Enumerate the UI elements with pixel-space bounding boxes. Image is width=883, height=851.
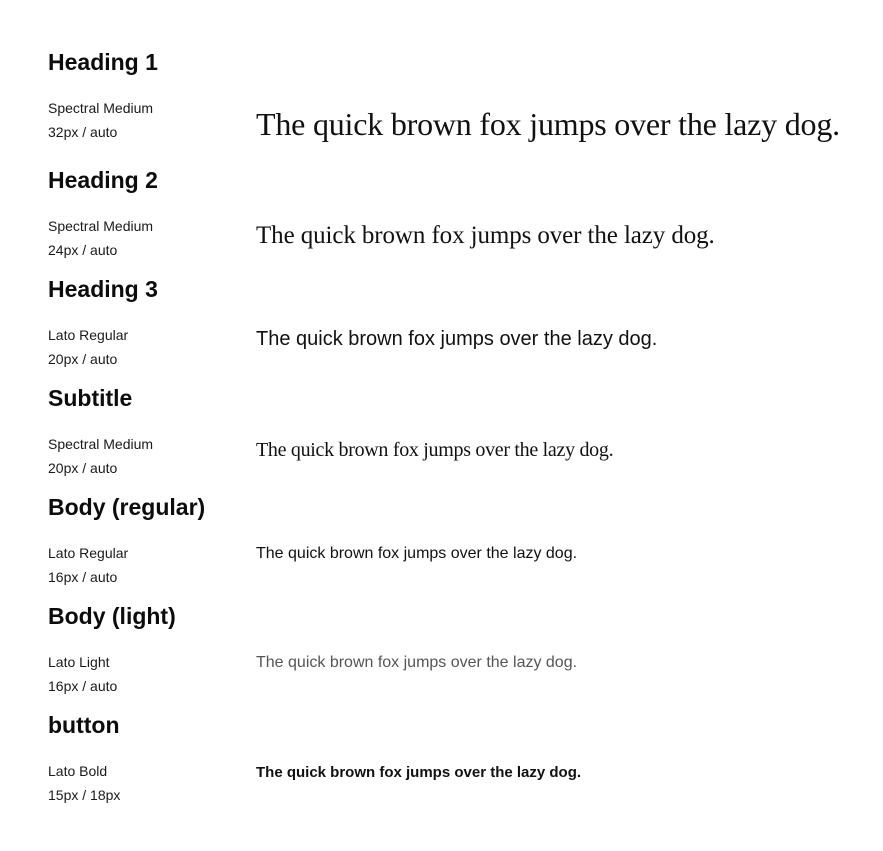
style-spec bbox=[48, 650, 117, 698]
type-style-subtitle bbox=[48, 383, 868, 483]
style-name: Heading 1 bbox=[48, 49, 158, 75]
style-spec bbox=[48, 759, 120, 807]
style-spec bbox=[48, 432, 153, 480]
type-style-body-regular bbox=[48, 492, 868, 592]
sample-text: The quick brown fox jumps over the lazy dog. bbox=[256, 764, 582, 781]
font-name: Lato Light bbox=[48, 654, 110, 670]
font-size-line-height: 24px / auto bbox=[48, 242, 118, 258]
font-name: Spectral Medium bbox=[48, 436, 154, 452]
style-name: Body (regular) bbox=[48, 494, 206, 520]
type-style-heading-2 bbox=[48, 165, 868, 265]
type-style-body-light bbox=[48, 601, 868, 701]
style-spec bbox=[48, 541, 128, 589]
style-name: button bbox=[48, 712, 120, 738]
font-size-line-height: 16px / auto bbox=[48, 678, 118, 694]
font-name: Lato Regular bbox=[48, 327, 129, 343]
sample-text: The quick brown fox jumps over the lazy dog. bbox=[256, 545, 578, 562]
sample-text: The quick brown fox jumps over the lazy dog. bbox=[256, 106, 840, 142]
style-spec bbox=[48, 323, 128, 371]
font-size-line-height: 20px / auto bbox=[48, 351, 118, 367]
font-name: Lato Bold bbox=[48, 763, 108, 779]
sample-text: The quick brown fox jumps over the lazy dog. bbox=[256, 328, 658, 350]
font-name: Lato Regular bbox=[48, 545, 129, 561]
font-size-line-height: 32px / auto bbox=[48, 124, 118, 140]
style-name: Heading 2 bbox=[48, 167, 158, 193]
font-name: Spectral Medium bbox=[48, 100, 154, 116]
type-style-button bbox=[48, 710, 868, 810]
sample-text: The quick brown fox jumps over the lazy dog. bbox=[256, 654, 578, 671]
font-size-line-height: 15px / 18px bbox=[48, 787, 121, 803]
style-name: Heading 3 bbox=[48, 276, 158, 302]
sample-text: The quick brown fox jumps over the lazy dog. bbox=[256, 222, 715, 249]
font-name: Spectral Medium bbox=[48, 218, 154, 234]
type-style-heading-1 bbox=[48, 47, 868, 157]
font-size-line-height: 20px / auto bbox=[48, 460, 118, 476]
type-style-heading-3 bbox=[48, 274, 868, 374]
style-spec bbox=[48, 214, 153, 262]
style-spec bbox=[48, 96, 153, 144]
style-name: Body (light) bbox=[48, 603, 176, 629]
style-name: Subtitle bbox=[48, 385, 133, 411]
font-size-line-height: 16px / auto bbox=[48, 569, 118, 585]
sample-text: The quick brown fox jumps over the lazy dog. bbox=[256, 439, 614, 461]
